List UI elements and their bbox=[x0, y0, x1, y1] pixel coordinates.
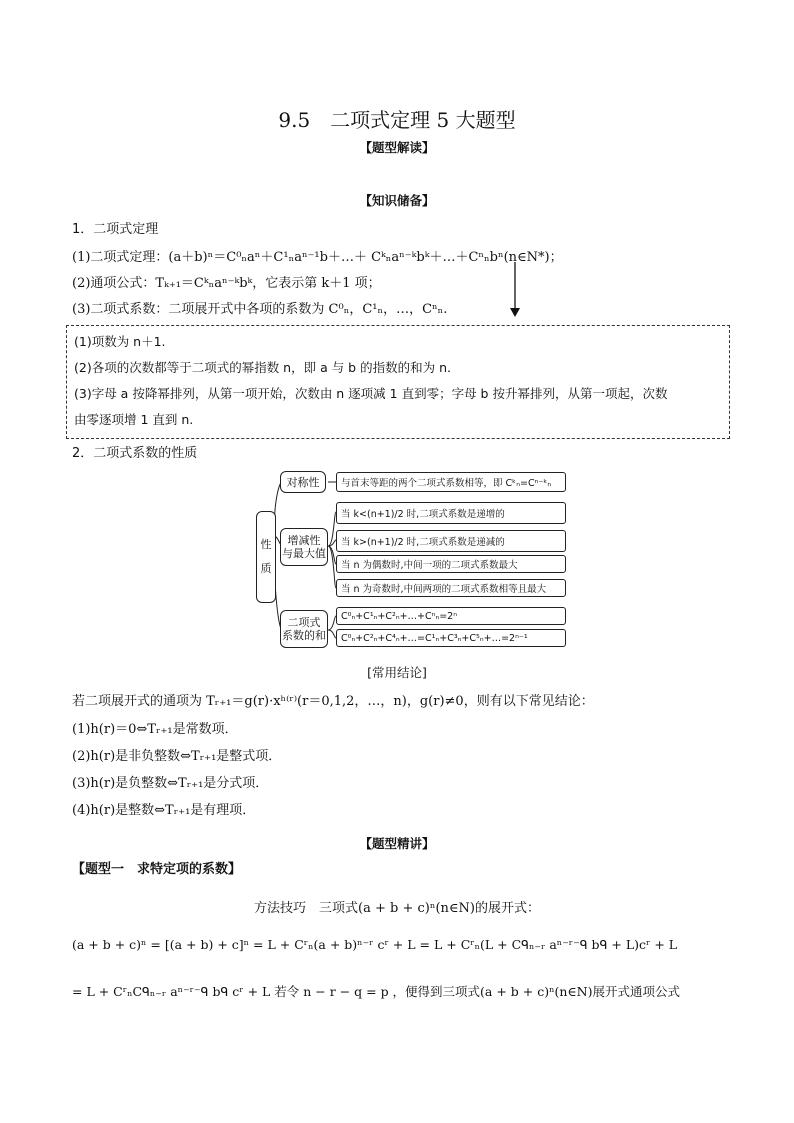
leaf-sum-odd-even: C⁰ₙ+C²ₙ+C⁴ₙ+…=C¹ₙ+C³ₙ+C⁵ₙ+…=2ⁿ⁻¹ bbox=[336, 629, 566, 647]
section-heading-knowledge: 【知识储备】 bbox=[359, 193, 435, 208]
section-heading-lecture: 【题型精讲】 bbox=[359, 836, 435, 851]
leaf-increasing: 当 k<(n+1)/2 时,二项式系数是递增的 bbox=[336, 502, 566, 524]
leaf-symmetry: 与首末等距的两个二项式系数相等，即 Cᵏₙ=Cⁿ⁻ᵏₙ bbox=[336, 472, 566, 492]
leaf-even-max: 当 n 为偶数时,中间一项的二项式系数最大 bbox=[336, 555, 566, 573]
conclusion-2: (2)h(r)是非负整数⇔Tᵣ₊₁是整式项． bbox=[72, 749, 282, 764]
diagram-root-node: 性 质 bbox=[256, 511, 276, 603]
k1-line3: (3)二项式系数：二项展开式中各项的系数为 C⁰ₙ，C¹ₙ，…，Cⁿₙ. bbox=[72, 302, 448, 317]
formula-line1: (a + b + c)ⁿ = [(a + b) + c]ⁿ = L + Cʳₙ(a + b)ⁿ⁻ʳ cʳ + L = L + Cʳₙ(L + Cᑫₙ₋ᵣ aⁿ⁻ʳ⁻ᑫ bᑫ + L)cʳ + L bbox=[72, 937, 678, 952]
node-monotonicity-max: 增减性 与最大值 bbox=[280, 528, 328, 566]
formula-line2: = L + CʳₙCᑫₙ₋ᵣ aⁿ⁻ʳ⁻ᑫ bᑫ cʳ + L 若令 n − r − q = p ，便得到三项式(a + b + c)ⁿ(n∈N)展开式通项公式 bbox=[72, 984, 680, 999]
leaf-sum-all: C⁰ₙ+C¹ₙ+C²ₙ+…+Cⁿₙ=2ⁿ bbox=[336, 607, 566, 625]
page-title: 9.5 二项式定理 5 大题型 bbox=[278, 108, 516, 132]
down-arrow-icon bbox=[505, 262, 525, 318]
method-line: 方法技巧 三项式(a + b + c)ⁿ(n∈N)的展开式： bbox=[254, 901, 540, 916]
conclusion-1: (1)h(r)＝0⇔Tᵣ₊₁是常数项． bbox=[72, 722, 238, 737]
box-line4: 由零逐项增 1 直到 n. bbox=[74, 412, 194, 427]
k1-line1: (1)二项式定理：(a＋b)ⁿ＝C⁰ₙaⁿ＋C¹ₙaⁿ⁻¹b＋…＋ Cᵏₙaⁿ⁻ᵏbᵏ＋…＋Cⁿₙbⁿ(n∈N*)； bbox=[72, 250, 563, 265]
leaf-decreasing: 当 k>(n+1)/2 时,二项式系数是递减的 bbox=[336, 530, 566, 552]
section-heading-interpret: 【题型解读】 bbox=[359, 140, 435, 155]
common-conclusions-heading: [常用结论] bbox=[367, 665, 427, 680]
conclusion-4: (4)h(r)是整数⇔Tᵣ₊₁是有理项． bbox=[72, 803, 256, 818]
type1-heading: 【题型一 求特定项的系数】 bbox=[72, 862, 242, 877]
node-symmetry: 对称性 bbox=[280, 471, 326, 493]
box-line1: (1)项数为 n＋1. bbox=[74, 334, 166, 349]
k1-line2: (2)通项公式：Tₖ₊₁＝Cᵏₙaⁿ⁻ᵏbᵏ，它表示第 k＋1 项； bbox=[72, 276, 381, 291]
k2-heading: 2．二项式系数的性质 bbox=[72, 446, 198, 461]
node-coefficient-sum: 二项式 系数的和 bbox=[280, 610, 328, 648]
k1-heading: 1．二项式定理 bbox=[72, 222, 159, 237]
common-intro: 若二项展开式的通项为 Tᵣ₊₁＝g(r)·xʰ⁽ʳ⁾(r＝0,1,2，…，n)，g(r)≠0，则有以下常见结论： bbox=[72, 694, 594, 709]
box-line2: (2)各项的次数都等于二项式的幂指数 n，即 a 与 b 的指数的和为 n. bbox=[74, 360, 451, 375]
box-line3: (3)字母 a 按降幂排列，从第一项开始，次数由 n 逐项减 1 直到零；字母 b 按升幂排列，从第一项起，次数 bbox=[74, 386, 668, 401]
conclusion-3: (3)h(r)是负整数⇔Tᵣ₊₁是分式项． bbox=[72, 776, 269, 791]
leaf-odd-max: 当 n 为奇数时,中间两项的二项式系数相等且最大 bbox=[336, 579, 566, 597]
